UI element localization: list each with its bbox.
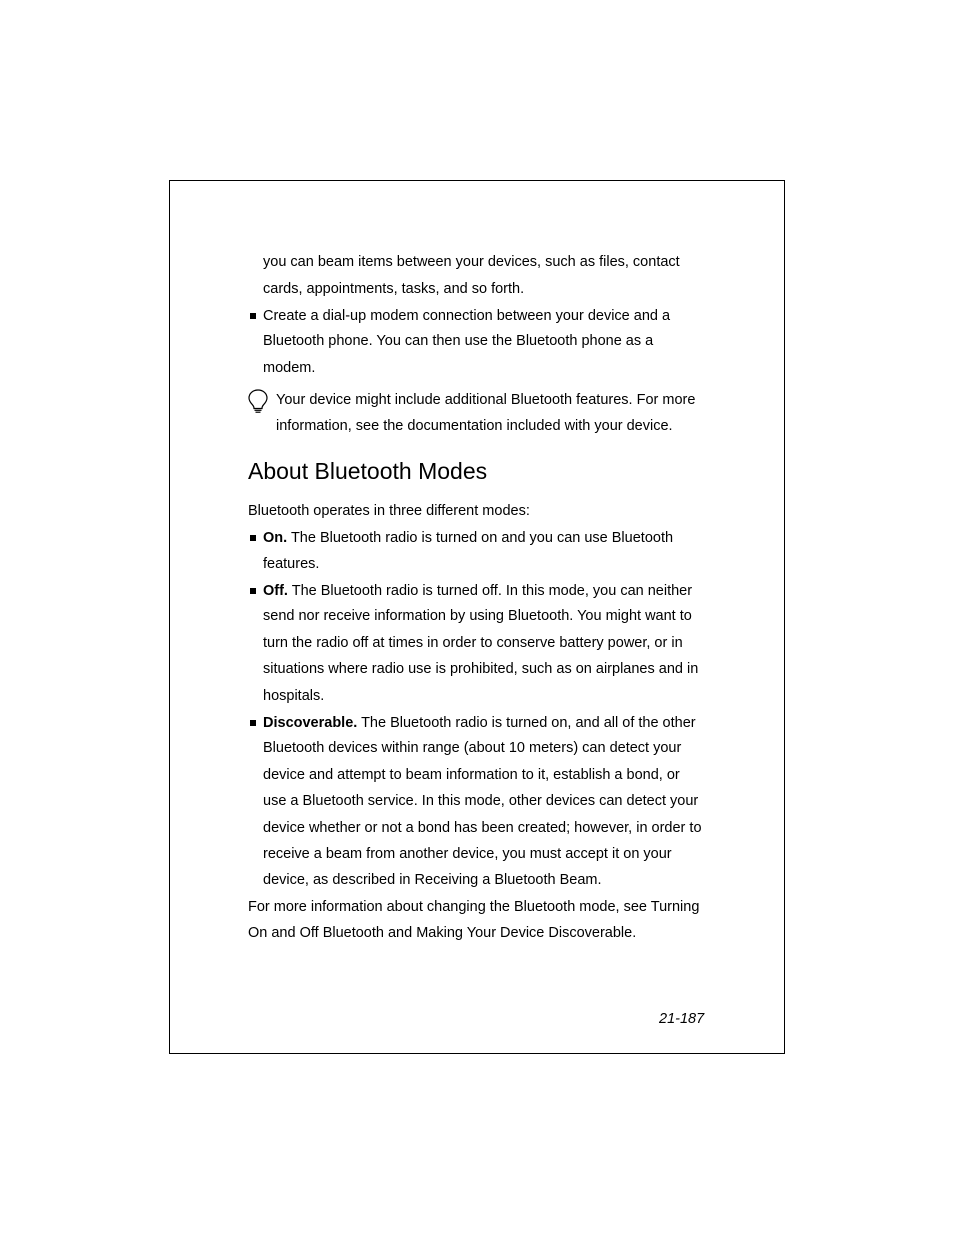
mode-on-text: The Bluetooth radio is turned on and you can use Bluetooth [287, 530, 674, 546]
page-number: 21-187 [659, 1011, 705, 1027]
bullet-marker [250, 313, 256, 319]
mode-on-line-1 [263, 525, 673, 551]
intro-line-1: you can beam items between your devices, such as files, contact [263, 254, 680, 270]
mode-discoverable-line-4: use a Bluetooth service. In this mode, other devices can detect your [263, 793, 699, 809]
lightbulb-icon [247, 388, 269, 414]
mode-off-line-2: send nor receive information by using Bluetooth. You might want to [263, 608, 692, 624]
mode-discoverable-line-7: device, as described in Receiving a Bluetooth Beam. [263, 872, 602, 888]
mode-off-line-4: situations where radio use is prohibited, such as on airplanes and in [263, 661, 699, 677]
note-line-2: information, see the documentation included with your device. [276, 418, 673, 434]
mode-off-line-1 [263, 578, 692, 604]
note-line-1: Your device might include additional Bluetooth features. For more [276, 392, 696, 408]
mode-off-line-3: turn the radio off at times in order to conserve battery power, or in [263, 635, 683, 651]
bullet-marker [250, 535, 256, 541]
modem-line-3: modem. [263, 360, 316, 376]
mode-discoverable-line-5: device whether or not a bond has been created; however, in order to [263, 820, 702, 836]
section-lead: Bluetooth operates in three different modes: [248, 503, 530, 519]
bullet-marker [250, 720, 256, 726]
mode-on-line-2: features. [263, 556, 320, 572]
modem-line-2: Bluetooth phone. You can then use the Bluetooth phone as a [263, 333, 654, 349]
mode-off-term: Off. [263, 583, 288, 599]
footer-para-line-1: For more information about changing the Bluetooth mode, see Turning [248, 899, 700, 915]
mode-discoverable-line-6: receive a beam from another device, you must accept it on your [263, 846, 672, 862]
footer-para-line-2: On and Off Bluetooth and Making Your Device Discoverable. [248, 925, 637, 941]
mode-discoverable-term: Discoverable. [263, 715, 358, 731]
mode-off-text: The Bluetooth radio is turned off. In this mode, you can neither [287, 583, 693, 599]
mode-on-term: On. [263, 530, 288, 546]
mode-discoverable-text: The Bluetooth radio is turned on, and all of the other [357, 715, 696, 731]
section-heading: About Bluetooth Modes [248, 458, 488, 484]
intro-line-2: cards, appointments, tasks, and so forth. [263, 281, 525, 297]
mode-off-line-5: hospitals. [263, 688, 325, 704]
modem-line-1: Create a dial-up modem connection between your device and a [263, 308, 671, 324]
mode-discoverable-line-3: device and attempt to beam information to it, establish a bond, or [263, 767, 680, 783]
bullet-marker [250, 588, 256, 594]
mode-discoverable-line-2: Bluetooth devices within range (about 10 meters) can detect your [263, 740, 682, 756]
mode-discoverable-line-1 [263, 710, 696, 736]
